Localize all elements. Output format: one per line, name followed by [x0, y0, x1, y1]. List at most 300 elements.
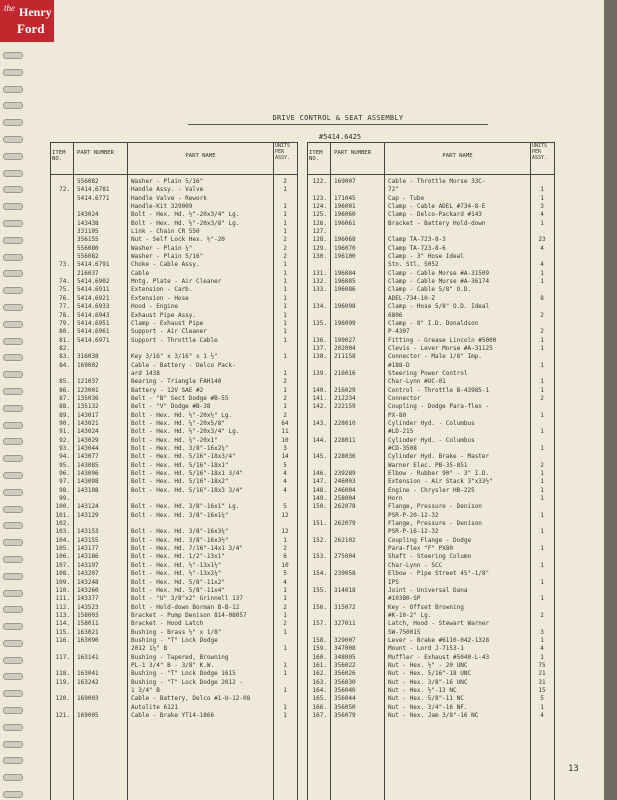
table-row: [51, 695, 297, 703]
part-number: 5414.6943: [77, 311, 110, 319]
table-row: [308, 545, 554, 553]
part-name: Mount - Lord J-7153-1: [388, 645, 464, 653]
item-number: 143.: [312, 419, 327, 427]
part-number: 163041: [77, 670, 99, 678]
item-number: 120.: [55, 695, 70, 703]
units-per-assy: 21: [538, 670, 546, 678]
part-number: 329007: [334, 636, 356, 644]
binding-ring: [3, 787, 23, 800]
part-name: Cable - Battery, Delco #1-U-12-08: [131, 695, 251, 703]
table-row: [51, 453, 297, 461]
part-number: 5414.6921: [77, 294, 110, 302]
part-name: Clamp - Cable Morse #A-31509: [388, 269, 490, 277]
part-number: 135036: [77, 394, 99, 402]
binding-ring: [3, 384, 23, 398]
part-number: 143044: [77, 445, 99, 452]
part-number: 143248: [77, 578, 99, 586]
part-name: Bolt - Hex. Hd. 5/16"-18x2": [131, 478, 229, 486]
part-name: Para-flex "F" PX80: [388, 545, 454, 553]
part-number: 163242: [77, 678, 99, 686]
table-row: [308, 654, 554, 662]
units-per-assy: 1: [283, 269, 287, 277]
part-name: PX-80: [388, 411, 407, 419]
part-name: Connector: [388, 394, 421, 402]
part-number: 196098: [334, 303, 356, 311]
part-name: #LD-215: [388, 428, 414, 436]
item-number: 133.: [312, 286, 327, 294]
item-number: 79.: [59, 319, 70, 327]
item-number: 76.: [59, 294, 70, 302]
header-item-no: ITEM NO.: [308, 143, 330, 175]
table-row: [308, 370, 554, 378]
item-number: 115.: [55, 628, 70, 636]
part-number: 356155: [77, 236, 99, 244]
item-number: 75.: [59, 286, 70, 294]
units-per-assy: 23: [538, 236, 546, 244]
part-name: Nut - Hex. Jam 3/8"-16 NC: [388, 712, 479, 719]
units-per-assy: 1: [540, 428, 544, 436]
units-per-assy: 1: [283, 319, 287, 327]
header-part-name: PART NAME: [384, 143, 530, 175]
units-per-assy: 1: [540, 486, 544, 494]
table-row: [308, 587, 554, 595]
assembly-part-number: #5414.6425: [318, 133, 362, 141]
table-row: [308, 428, 554, 436]
part-number: 211158: [334, 353, 356, 361]
part-number: 135132: [77, 403, 99, 411]
binding-ring: [3, 82, 23, 96]
item-number: 81.: [59, 336, 70, 344]
item-number: 146.: [312, 470, 327, 478]
units-per-assy: 1: [283, 211, 287, 219]
table-row: [51, 437, 297, 445]
table-row: [51, 645, 297, 653]
units-per-assy: 2: [283, 378, 287, 386]
binding-ring: [3, 418, 23, 432]
binding-ring: [3, 653, 23, 667]
part-name: PSR-P-16-12-32: [388, 528, 439, 536]
part-name: Key 3/16" x 3/16" x 1 ½": [131, 353, 218, 361]
part-name: Bolt - Hex. Hd. ¼"-20x5/8": [131, 419, 225, 427]
table-row: [51, 428, 297, 436]
part-name: Nut - Hex. 3/4"-16 NF.: [388, 703, 468, 711]
item-number: 105.: [55, 545, 70, 553]
units-per-assy: 4: [540, 244, 544, 252]
part-number: 246004: [334, 486, 356, 494]
part-name: Steering Power Control: [388, 369, 468, 377]
part-name: Bolt - Hex. Hd. 1/2"-13x1": [131, 553, 225, 561]
item-number: 92.: [59, 436, 70, 444]
units-per-assy: 1: [540, 511, 544, 519]
table-row: [308, 195, 554, 203]
table-row: [308, 353, 554, 361]
part-name: Muffler - Exhaust #5040-L-43: [388, 653, 490, 661]
part-name: Support - Air Cleaner: [131, 328, 207, 336]
item-number: 106.: [55, 553, 70, 561]
table-row: [308, 512, 554, 520]
part-name: 2012 1¼" B: [131, 645, 168, 653]
part-name: Cylinder Hyd. - Columbus: [388, 436, 475, 444]
units-per-assy: 1: [540, 470, 544, 478]
table-row: [51, 637, 297, 645]
table-row: [51, 545, 297, 553]
table-row: [51, 503, 297, 511]
table-row: [51, 629, 297, 637]
table-row: [308, 387, 554, 395]
part-name: Engine - Chrysler HB-225: [388, 486, 475, 494]
part-name: Clamp - Hose 5/8" O.D. Ideal: [388, 303, 490, 311]
table-row: [51, 512, 297, 520]
item-number: 134.: [312, 303, 327, 311]
binding-ring: [3, 401, 23, 415]
part-number: 556082: [77, 178, 99, 185]
units-per-assy: 10: [281, 561, 289, 569]
table-row: [308, 412, 554, 420]
part-name: Cable - Brake YT14-1866: [131, 712, 215, 719]
part-number: 169003: [77, 695, 99, 703]
units-per-assy: 1: [283, 369, 287, 377]
table-row: [308, 520, 554, 528]
table-row: [51, 236, 297, 244]
item-number: 163.: [312, 678, 327, 686]
units-per-assy: 1: [540, 528, 544, 536]
part-number: 196068: [334, 236, 356, 244]
part-name: #K-10-2" Lg.: [388, 611, 432, 619]
part-number: 143029: [77, 436, 99, 444]
part-name: Fitting - Grease Lincoln #5000: [388, 336, 497, 344]
item-number: 155.: [312, 586, 327, 594]
part-number: 169007: [334, 178, 356, 185]
binding-ring: [3, 216, 23, 230]
binding-ring: [3, 250, 23, 264]
item-number: 130.: [312, 253, 327, 261]
table-row: [308, 704, 554, 712]
part-name: Belt - "B" Sect Dodge #B-55: [131, 394, 229, 402]
part-number: 143024: [77, 428, 99, 436]
table-row: [51, 620, 297, 628]
item-number: 99.: [59, 495, 70, 503]
table-row: [51, 679, 297, 687]
binding-ring: [3, 619, 23, 633]
parts-table-left: [50, 142, 298, 800]
units-per-assy: 2: [540, 394, 544, 402]
part-number: 143108: [77, 486, 99, 494]
part-number: 169002: [77, 361, 99, 369]
units-per-assy: 1: [283, 261, 287, 269]
part-name: Bolt - "U" 3/8"x2" Grinnell 137: [131, 595, 243, 603]
table-row: [51, 537, 297, 545]
part-number: 196061: [334, 219, 356, 227]
units-per-assy: 1: [540, 269, 544, 277]
henry-ford-logo: [0, 0, 54, 42]
table-row: [51, 387, 297, 395]
part-number: 314018: [334, 586, 356, 594]
table-row: [51, 579, 297, 587]
item-number: 86.: [59, 386, 70, 394]
table-row: [51, 303, 297, 311]
item-number: 77.: [59, 303, 70, 311]
units-per-assy: 1: [283, 670, 287, 678]
table-row: [51, 687, 297, 695]
part-name: Key - Offset Browning: [388, 603, 464, 611]
item-number: 142.: [312, 403, 327, 411]
item-number: 84.: [59, 361, 70, 369]
table-row: [51, 587, 297, 595]
binding-ring: [3, 266, 23, 280]
table-row: [308, 203, 554, 211]
units-per-assy: 31: [538, 678, 546, 686]
item-number: 156.: [312, 603, 327, 611]
part-number: 163141: [77, 653, 99, 661]
part-name: Cap - Tube: [388, 194, 425, 202]
binding-ring: [3, 669, 23, 683]
table-row: [51, 178, 297, 186]
table-row: [308, 236, 554, 244]
units-per-assy: 2: [283, 394, 287, 402]
part-number: 5414.6781: [77, 186, 110, 194]
table-row: [51, 562, 297, 570]
binding-ring: [3, 300, 23, 314]
item-number: 82.: [59, 344, 70, 352]
units-per-assy: 1: [540, 219, 544, 227]
table-row: [308, 695, 554, 703]
part-name: Clamp - Cable Morse #A-36174: [388, 278, 490, 286]
item-number: 100.: [55, 503, 70, 511]
table-row: [51, 520, 297, 528]
units-per-assy: 4: [540, 712, 544, 719]
units-per-assy: 1: [283, 311, 287, 319]
table-row: [308, 562, 554, 570]
part-name: Extension - Hose: [131, 294, 189, 302]
item-number: 104.: [55, 536, 70, 544]
units-per-assy: 3: [540, 203, 544, 211]
part-name: Cylinder Hyd. Brake - Master: [388, 453, 490, 461]
units-per-assy: 1: [283, 595, 287, 603]
part-name: Bolt - Hex. Hd. 5/16"-18x3/4": [131, 453, 236, 461]
units-per-assy: 4: [283, 478, 287, 486]
page-number: 13: [568, 764, 579, 774]
table-row: [51, 228, 297, 236]
units-per-assy: 1: [540, 344, 544, 352]
part-number: 275004: [334, 553, 356, 561]
part-number: 196100: [334, 253, 356, 261]
part-name: Bolt - Hex. Hd. 5/16"-18x1 3/4": [131, 470, 243, 478]
units-per-assy: 4: [540, 645, 544, 653]
header-part-name: PART NAME: [127, 143, 273, 175]
binding-ring: [3, 602, 23, 616]
item-number: 111.: [55, 595, 70, 603]
item-number: 140.: [312, 386, 327, 394]
part-name: Clamp - Delco-Packard #143: [388, 211, 482, 219]
item-number: 129.: [312, 244, 327, 252]
part-number: 202004: [334, 344, 356, 352]
units-per-assy: 1: [283, 328, 287, 336]
item-number: 138.: [312, 353, 327, 361]
item-number: 158.: [312, 636, 327, 644]
part-name: Bolt - Hex. Hd. ½"-20x3/4" Lg.: [131, 428, 240, 436]
part-name: Autolite 6121: [131, 703, 178, 711]
item-number: 117.: [55, 653, 70, 661]
table-row: [308, 620, 554, 628]
part-name: Belt - "V" Dodge #B-38: [131, 403, 211, 411]
units-per-assy: 1: [540, 478, 544, 486]
table-row: [308, 503, 554, 511]
units-per-assy: 1: [283, 686, 287, 694]
part-name: Clamp TA-723-8-3: [388, 236, 446, 244]
table-row: [308, 328, 554, 336]
part-name: Mntg. Plate - Air Cleaner: [131, 278, 222, 286]
table-row: [51, 445, 297, 453]
units-per-assy: 1: [283, 536, 287, 544]
part-name: Nut - Hex. 5/8"-11 NC: [388, 695, 464, 703]
table-row: [51, 654, 297, 662]
units-per-assy: 2: [540, 461, 544, 469]
units-per-assy: 1: [540, 378, 544, 386]
table-row: [308, 337, 554, 345]
part-number: 143186: [77, 553, 99, 561]
part-name: Flange, Pressure - Denison: [388, 503, 482, 511]
part-name: Bracket - Pump Denison 814-08057: [131, 611, 247, 619]
item-number: 101.: [55, 511, 70, 519]
units-per-assy: 4: [283, 470, 287, 478]
part-name: Bolt - Hex. Hd. ½"-20x3/8" Lg.: [131, 219, 240, 227]
parts-rows-left: [51, 178, 297, 720]
table-row: [308, 629, 554, 637]
part-name: Clamp - Exhaust Pipe: [131, 319, 204, 327]
table-row: [308, 570, 554, 578]
part-name: P-4307: [388, 328, 410, 336]
binding-ring: [3, 283, 23, 297]
item-number: 144.: [312, 436, 327, 444]
table-row: [308, 645, 554, 653]
units-per-assy: 2: [283, 178, 287, 185]
part-name: Stn. Stl. 5052: [388, 261, 439, 269]
part-name: Coupling Flange - Dodge: [388, 536, 472, 544]
units-per-assy: 10: [281, 436, 289, 444]
part-name: Bolt - Hex. Hd. ½"-13x1½": [131, 561, 222, 569]
part-name: Nut - Self Lock Hex. ½"-20: [131, 236, 225, 244]
part-number: 246003: [334, 478, 356, 486]
part-name: Control - Throttle B-43985-1: [388, 386, 490, 394]
part-name: Washer - Plain 5/16": [131, 178, 204, 185]
item-number: 85.: [59, 378, 70, 386]
part-name: Nut - Hex. 3/8"-16 UNC: [388, 678, 468, 686]
units-per-assy: 14: [281, 453, 289, 461]
units-per-assy: 2: [540, 328, 544, 336]
table-row: [51, 186, 297, 194]
part-number: 143129: [77, 511, 99, 519]
part-number: 123001: [77, 386, 99, 394]
units-per-assy: 11: [281, 428, 289, 436]
units-per-assy: 75: [538, 661, 546, 669]
part-name: Cylinder Hyd. - Columbus: [388, 419, 475, 427]
units-per-assy: 12: [281, 528, 289, 536]
table-row: [51, 378, 297, 386]
item-number: 107.: [55, 561, 70, 569]
table-row: [308, 245, 554, 253]
part-name: Battery - 12V SAE #2: [131, 386, 204, 394]
units-per-assy: 3: [283, 445, 287, 452]
table-row: [51, 353, 297, 361]
part-name: Bolt - Hex. Hd. 3/8"-16x2¼": [131, 445, 229, 452]
table-row: [51, 462, 297, 470]
part-name: Bushing - "T" Lock Dodge 2012 -: [131, 678, 243, 686]
part-name: Handle-Kit 329009: [131, 203, 193, 211]
units-per-assy: 1: [283, 586, 287, 594]
units-per-assy: 1: [540, 445, 544, 452]
binding-ring: [3, 48, 23, 62]
table-row: [51, 253, 297, 261]
units-per-assy: 1: [540, 636, 544, 644]
part-number: 143207: [77, 570, 99, 578]
table-row: [51, 270, 297, 278]
part-number: 5414.6961: [77, 328, 110, 336]
table-row: [308, 420, 554, 428]
part-number: 315072: [334, 603, 356, 611]
units-per-assy: 1: [283, 386, 287, 394]
table-row: [308, 253, 554, 261]
table-row: [51, 312, 297, 320]
part-name: Extension - Carb.: [131, 286, 193, 294]
part-number: 158003: [77, 611, 99, 619]
units-per-assy: 1: [540, 561, 544, 569]
part-number: 356079: [334, 712, 356, 719]
binding-ring: [3, 468, 23, 482]
units-per-assy: 1: [283, 712, 287, 719]
table-row: [308, 395, 554, 403]
part-number: 196086: [334, 286, 356, 294]
item-number: 165.: [312, 695, 327, 703]
table-row: [51, 670, 297, 678]
part-name: Nut - Hex. ½"-13 NC: [388, 686, 457, 694]
item-number: 153.: [312, 553, 327, 561]
item-number: 139.: [312, 369, 327, 377]
item-number: 145.: [312, 453, 327, 461]
units-per-assy: 1: [540, 703, 544, 711]
binding-ring: [3, 535, 23, 549]
part-number: 143438: [77, 219, 99, 227]
table-row: [51, 420, 297, 428]
table-row: [308, 362, 554, 370]
table-row: [51, 370, 297, 378]
part-name: Exhaust Pipe Assy.: [131, 311, 197, 319]
part-number: 169005: [77, 712, 99, 719]
part-number: 212234: [334, 394, 356, 402]
part-name: Support - Throttle Cable: [131, 336, 218, 344]
binding-ring: [3, 770, 23, 784]
part-number: 143260: [77, 586, 99, 594]
units-per-assy: 5: [283, 570, 287, 578]
units-per-assy: 1: [283, 228, 287, 236]
table-row: [51, 662, 297, 670]
table-row: [51, 412, 297, 420]
units-per-assy: 1: [283, 403, 287, 411]
part-name: Char-Lynn #UC-01: [388, 378, 446, 386]
part-number: 262102: [334, 536, 356, 544]
table-row: [51, 245, 297, 253]
part-name: Bolt - Hex. Hd. ½"-20x3/4" Lg.: [131, 211, 240, 219]
table-row: [51, 286, 297, 294]
table-row: [308, 186, 554, 194]
part-name: Washer - Plain 5/16": [131, 253, 204, 261]
part-name: Coupling - Dodge Para-flex -: [388, 403, 490, 411]
units-per-assy: 2: [283, 545, 287, 553]
table-row: [308, 295, 554, 303]
item-number: 78.: [59, 311, 70, 319]
item-number: 137.: [312, 344, 327, 352]
item-number: 73.: [59, 261, 70, 269]
part-number: 5414.6911: [77, 286, 110, 294]
